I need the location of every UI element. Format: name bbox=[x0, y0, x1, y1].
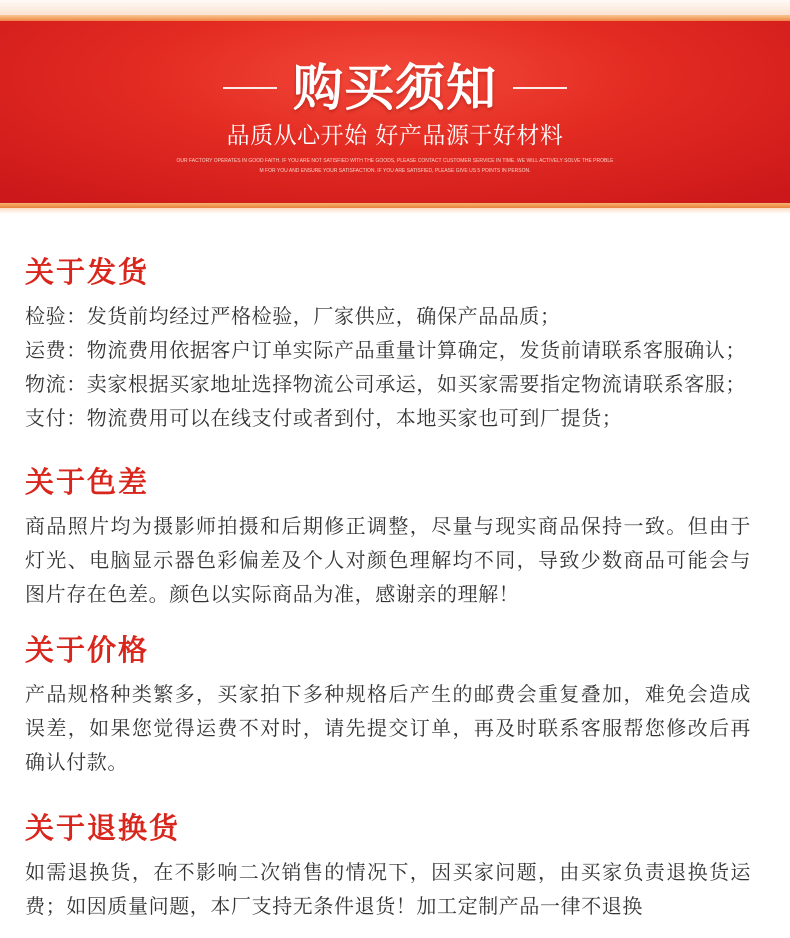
banner-title-row bbox=[0, 60, 790, 116]
section-heading: 关于退换货 bbox=[25, 811, 181, 845]
section-color-difference bbox=[25, 462, 770, 611]
title-rule-right bbox=[513, 87, 567, 89]
title-rule-left bbox=[223, 87, 277, 89]
section-heading: 关于价格 bbox=[25, 633, 150, 667]
section-line: 商品照片均为摄影师拍摄和后期修正调整，尽量与现实商品保持一致。但由于 bbox=[25, 514, 751, 538]
header-banner bbox=[0, 0, 790, 214]
page-title: 购买须知 bbox=[293, 59, 497, 117]
english-note-line-2: M FOR YOU AND ENSURE YOUR SATISFACTION. IF YOU ARE SATISFIED, PLEASE GIVE US 5 POINTS IN PERSON. bbox=[259, 168, 531, 174]
banner-english-note bbox=[0, 156, 790, 176]
section-line: 费；如因质量问题，本厂支持无条件退货！加工定制产品一律不退换 bbox=[25, 894, 643, 918]
section-heading: 关于色差 bbox=[25, 465, 150, 499]
section-shipping bbox=[25, 252, 770, 435]
section-line: 支付：物流费用可以在线支付或者到付，本地买家也可到厂提货； bbox=[25, 406, 623, 430]
section-line: 检验：发货前均经过严格检验，厂家供应，确保产品品质； bbox=[25, 304, 561, 328]
banner-subtitle: 品质从心开始 好产品源于好材料 bbox=[226, 123, 564, 149]
banner-bottom-fade bbox=[0, 208, 790, 214]
section-line: 灯光、电脑显示器色彩偏差及个人对颜色理解均不同，导致少数商品可能会与 bbox=[25, 548, 751, 572]
section-line: 如需退换货，在不影响二次销售的情况下，因买家问题，由买家负责退换货运 bbox=[25, 860, 751, 884]
section-line: 产品规格种类繁多，买家拍下多种规格后产生的邮费会重复叠加，难免会造成 bbox=[25, 682, 751, 706]
section-heading: 关于发货 bbox=[25, 255, 150, 289]
english-note-line-1: OUR FACTORY OPERATES IN GOOD FAITH. IF YOU ARE NOT SATISFIED WITH THE GOODS, PLEASE CONTACT CUSTOMER SERVICE IN TIME. WE WILL ACTIVELY SOLVE THE PROBLE bbox=[176, 158, 614, 164]
section-line: 运费：物流费用依据客户订单实际产品重量计算确定，发货前请联系客服确认； bbox=[25, 338, 746, 362]
section-line: 图片存在色差。颜色以实际商品为准，感谢亲的理解！ bbox=[25, 582, 520, 606]
banner-top-strip bbox=[0, 0, 790, 15]
section-line: 误差，如果您觉得运费不对时，请先提交订单，再及时联系客服帮您修改后再 bbox=[25, 716, 751, 740]
section-line: 确认付款。 bbox=[25, 750, 128, 774]
section-price bbox=[25, 630, 770, 779]
section-returns bbox=[25, 808, 770, 923]
section-line: 物流：卖家根据买家地址选择物流公司承运，如买家需要指定物流请联系客服； bbox=[25, 372, 746, 396]
